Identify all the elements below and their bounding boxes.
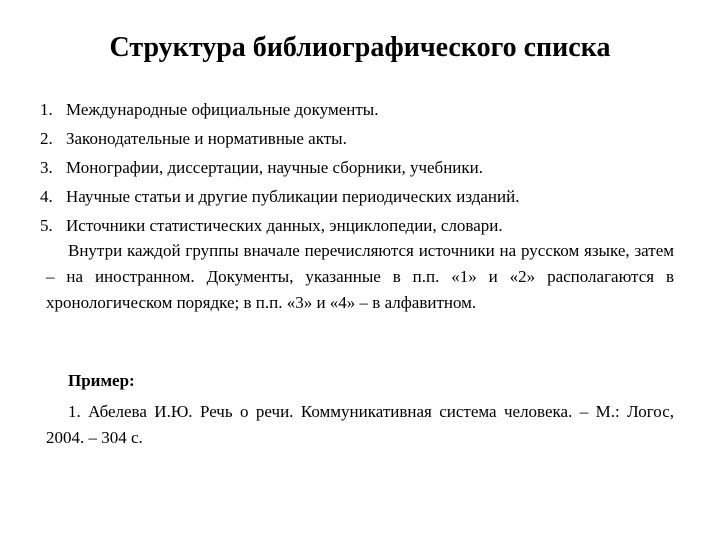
list-item-text: Монографии, диссертации, научные сборники, учебники. xyxy=(66,158,484,177)
slide-title: Структура библиографического списка xyxy=(109,32,611,63)
list-item xyxy=(40,124,680,153)
list-item xyxy=(40,153,680,182)
list-item-number: 5. xyxy=(40,216,53,235)
list-item-number: 3. xyxy=(40,158,53,177)
list-item-text: Законодательные и нормативные акты. xyxy=(66,129,347,148)
list-item-number: 1. xyxy=(40,100,53,119)
example-citation: 1. Абелева И.Ю. Речь о речи. Коммуникативная система человека. – М.: Логос, 2004. – 304 с. xyxy=(46,402,674,447)
list-item-text: Международные официальные документы. xyxy=(66,100,379,119)
list-item-text: Источники статистических данных, энциклопедии, словари. xyxy=(66,216,503,235)
list-item-number: 2. xyxy=(40,129,53,148)
ordering-rules-paragraph: Внутри каждой группы вначале перечисляются источники на русском языке, затем – на иностранном. Документы, указанные в п.п. «1» и «2» располагаются в хронологическом порядке; в п.п. «3» и «4» – в алфавитном. xyxy=(46,241,674,312)
bibliography-structure-list xyxy=(40,95,680,240)
list-item xyxy=(40,211,680,240)
list-item-number: 4. xyxy=(40,187,53,206)
example-label: Пример: xyxy=(68,371,135,390)
list-item xyxy=(40,95,680,124)
list-item-text: Научные статьи и другие публикации периодических изданий. xyxy=(66,187,520,206)
list-item xyxy=(40,182,680,211)
